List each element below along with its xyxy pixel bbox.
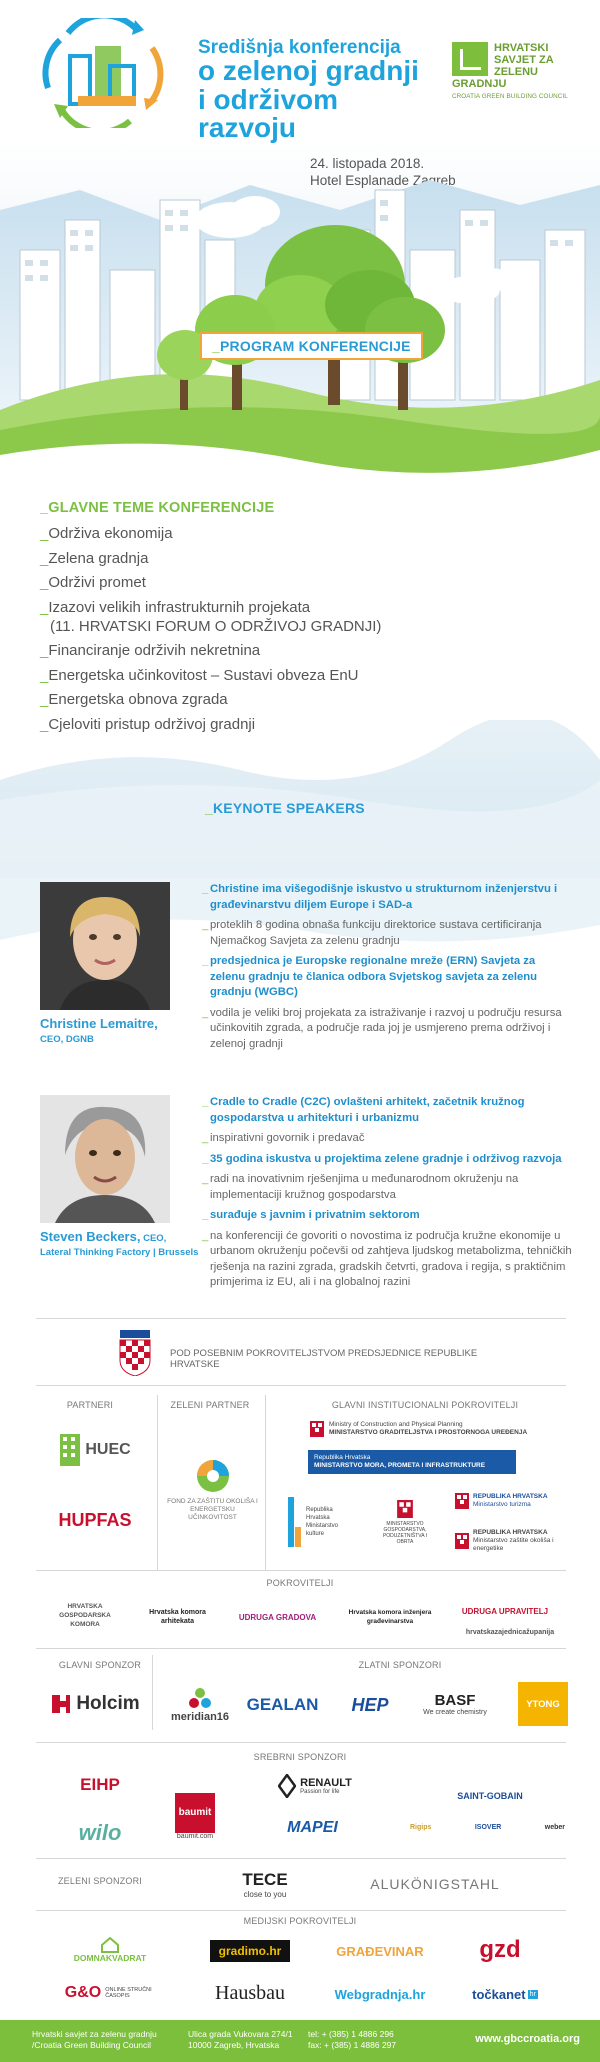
gold-label: ZLATNI SPONZORI: [358, 1660, 442, 1670]
speaker-christine: [40, 882, 570, 1082]
coat-of-arms-icon: [455, 1533, 469, 1549]
ministry2-line1: Republika Hrvatska: [314, 1454, 371, 1461]
theme-item: [40, 639, 580, 664]
vline: [152, 1655, 153, 1730]
ministry3-text: Republika Hrvatska Ministarstvo kulture: [306, 1507, 339, 1537]
ministry5-line2: Ministarstvo turizma: [473, 1501, 531, 1508]
pokrovitelj-text: UDRUGA GRADOVA: [238, 1612, 317, 1622]
ministry-culture-logo: [288, 1492, 368, 1552]
ministry6-line1: REPUBLIKA HRVATSKA: [473, 1529, 548, 1536]
speaker-name-steven: [40, 1229, 166, 1244]
theme-text: Cjeloviti pristup održivoj gradnji: [48, 715, 256, 733]
fzoeu-icon: [195, 1458, 231, 1494]
webgradnja-text: Webgradnja.hr: [334, 1986, 426, 2002]
speaker-name-steven-suffix: CEO,: [140, 1233, 167, 1244]
themes-heading-prefix: _: [40, 500, 49, 516]
go-tagline: ONLINE STRUČNI ČASOPIS: [105, 1987, 152, 1999]
org-name-2: SAVJET ZA: [494, 54, 554, 66]
pokrovitelj-text: Hrvatska komora inženjera građevinarstva: [348, 1609, 432, 1625]
program-label-text: PROGRAM KONFERENCIJE: [220, 338, 411, 354]
rigips-text: Rigips: [410, 1823, 432, 1831]
coat-of-arms-icon: [397, 1500, 413, 1518]
theme-text: Energetska obnova zgrada: [48, 691, 228, 708]
huec-logo: [50, 1425, 140, 1475]
speaker-bullet: _ 35 godina iskustva u projektima zelene gradnje i održivog razvoja: [202, 1152, 572, 1168]
keynote-heading-text: KEYNOTE SPEAKERS: [213, 800, 365, 816]
croatian-coat-of-arms-icon: [115, 1330, 155, 1376]
institutional-label: GLAVNI INSTITUCIONALNI POKROVITELJI: [331, 1400, 519, 1410]
theme-item: [40, 522, 580, 547]
theme-prefix: _: [40, 666, 49, 684]
theme-text: Održivi promet: [48, 574, 146, 591]
partners-label: PARTNERI: [66, 1400, 114, 1410]
speaker-bullet: _ na konferenciji će govoriti o novostima iz područja kružne ekonomije u urbanom okruženju počevši od zahtjeva ljudskog metabolizma, tehničkih rješenja na razini zgrada, gradskih četvrti, gradova i regija, s praktičnim primjerima iz EU, ali i na globalnoj razini: [202, 1229, 572, 1291]
footer-addr-line2: 10000 Zagreb, Hrvatska: [188, 2040, 280, 2050]
speaker-bullet: _ proteklih 8 godina obnaša funkciju direktorice sustava certificiranja Njemačkog Savjeta za zelenu gradnju: [202, 918, 572, 949]
meridian-text: meridian16: [170, 1711, 230, 1723]
speaker-bullet: _ radi na inovativnim rješenjima u međunarodnom okruženju na implementaciji kružnog gospodarstva: [202, 1172, 572, 1203]
ministry2-line2: MINISTARSTVO MORA, PROMETA I INFRASTRUKTURE: [314, 1462, 486, 1469]
keynote-heading-prefix: _: [205, 800, 213, 816]
holcim-icon: [50, 1693, 72, 1715]
theme-item: [40, 664, 580, 689]
event-venue: Hotel Esplanade Zagreb: [310, 173, 456, 188]
ministry-economy-logo: [375, 1492, 435, 1552]
ministry-tourism-logo: [455, 1488, 565, 1514]
theme-item: [40, 547, 580, 572]
baumit-logo: [170, 1786, 220, 1846]
eihp-text: EIHP: [80, 1775, 120, 1794]
footer-org-line2: /Croatia Green Building Council: [32, 2040, 152, 2050]
mapei-text: MAPEI: [287, 1819, 338, 1836]
culture-icon: [288, 1497, 302, 1547]
ytong-logo: [518, 1682, 568, 1726]
org-sub: CROATIA GREEN BUILDING COUNCIL: [452, 93, 568, 100]
ministry4-text: MINISTARSTVO GOSPODARSTVA, PODUZETNIŠTVA I OBRTA: [382, 1520, 428, 1545]
basf-logo: [415, 1686, 495, 1722]
ytong-text: YTONG: [526, 1698, 560, 1710]
program-prefix: _: [212, 338, 220, 354]
keynote-heading: [205, 800, 365, 816]
title-line-2: o zelenoj gradnji: [198, 55, 419, 87]
huec-text: HUEC: [85, 1441, 131, 1458]
media-label: MEDIJSKI POKROVITELJI: [243, 1916, 357, 1926]
vline: [265, 1395, 266, 1570]
divider: [36, 1742, 566, 1743]
theme-prefix: _: [40, 715, 49, 733]
hupfas-logo: [50, 1500, 140, 1540]
speaker-photo-christine: [40, 882, 170, 1010]
speaker-bullets-steven: [202, 1095, 572, 1296]
speaker-bullet: _ vodila je veliki broj projekata za istraživanje i razvoj u području resursa učinkovitih zgrada, a područje rada joj je usmjereno prema održivoj i zelenoj gradnji: [202, 1006, 572, 1053]
meridian-icon: [188, 1687, 212, 1711]
weber-text: weber: [544, 1823, 565, 1831]
mapei-logo: [270, 1815, 355, 1841]
pokrovitelj-logo: [135, 1600, 220, 1634]
wilo-logo: [60, 1818, 140, 1848]
renault-icon: [278, 1774, 296, 1798]
pokrovitelj-text: Hrvatska komora arhitekata: [149, 1609, 206, 1625]
theme-prefix: _: [40, 691, 49, 708]
speaker-bullet: _ surađuje s javnim i privatnim sektorom: [202, 1208, 572, 1224]
renault-logo: [265, 1770, 365, 1802]
patronage-text: POD POSEBNIM POKROVITELJSTVOM PREDSJEDNICE REPUBLIKE HRVATSKE: [170, 1348, 478, 1370]
theme-prefix: _: [40, 525, 49, 542]
alukonigstahl-logo: [360, 1870, 510, 1898]
speaker-role-steven: Lateral Thinking Factory | Brussels: [40, 1247, 199, 1258]
speaker-steven: [40, 1095, 570, 1295]
theme-text: Energetska učinkovitost – Sustavi obveza EnU: [48, 666, 359, 684]
renault-tagline: Passion for life: [300, 1789, 340, 1795]
domnakvadrat-text: DOMNAKVADRAT: [73, 1953, 147, 1963]
gealan-text: GEALAN: [246, 1695, 319, 1714]
speaker-bullet: _ Cradle to Cradle (C2C) ovlašteni arhitekt, začetnik kružnog gospodarstva u arhitekturi i urbanizmu: [202, 1095, 572, 1126]
theme-prefix: _: [40, 549, 49, 567]
divider: [36, 1858, 566, 1859]
pokrovitelj-logo: [235, 1600, 320, 1634]
theme-prefix: _: [40, 574, 49, 591]
footer-org: [32, 2029, 157, 2051]
coat-of-arms-icon: [310, 1421, 324, 1437]
wilo-text: wilo: [78, 1820, 122, 1845]
ministry6-line2: Ministarstvo zaštite okoliša i energetike: [473, 1537, 554, 1552]
tece-text: TECE: [242, 1869, 288, 1889]
saint-gobain-brands: [410, 1815, 565, 1839]
speaker-bullet: _ predsjednica je Europske regionalne mreže (ERN) Savjeta za zelenu gradnju te članica odbora Svjetskog savjeta za zelenu gradnju (WGBC): [202, 954, 572, 1001]
hgbc-mark-icon: [452, 42, 488, 76]
gradimo-logo: [210, 1940, 290, 1962]
hep-text: HEP: [351, 1694, 389, 1715]
footer: [0, 2020, 600, 2062]
ministry1-en: Ministry of Construction and Physical Planning: [329, 1421, 463, 1428]
footer-website-link[interactable]: www.gbccroatia.org: [475, 2033, 580, 2045]
pokrovitelj-text: hrvatskazajednicažupanija: [465, 1628, 555, 1636]
footer-address: [188, 2029, 293, 2051]
tockanet-hr: hr: [529, 1990, 536, 1998]
themes-list: [40, 522, 580, 737]
gradevinar-logo: [330, 1940, 430, 1962]
hupfas-text: HUPFAS: [58, 1509, 132, 1530]
pokrovitelj-text: HRVATSKA GOSPODARSKA KOMORA: [59, 1602, 111, 1628]
conference-title: [198, 38, 428, 143]
isover-text: ISOVER: [474, 1823, 502, 1831]
holcim-logo: [40, 1684, 150, 1724]
huec-icon: [59, 1433, 81, 1467]
event-date: 24. listopada 2018.: [310, 156, 425, 171]
footer-tel: tel: + (385) 1 4886 296: [308, 2029, 394, 2039]
webgradnja-logo: [330, 1982, 430, 2006]
vline: [157, 1395, 158, 1570]
domnakvadrat-logo: [60, 1930, 160, 1970]
gealan-logo: [240, 1690, 325, 1720]
divider: [36, 1910, 566, 1911]
basf-text: BASF: [434, 1692, 476, 1709]
patronage: [115, 1330, 495, 1376]
saint-gobain-logo: [430, 1784, 550, 1808]
tece-tagline: close to you: [243, 1889, 287, 1899]
gradevinar-text: GRAĐEVINAR: [336, 1943, 424, 1959]
theme-item: [40, 571, 580, 596]
footer-org-line1: Hrvatski savjet za zelenu gradnju: [32, 2029, 157, 2039]
theme-prefix: _: [40, 598, 49, 616]
footer-fax: fax: + (385) 1 4886 297: [308, 2040, 397, 2050]
fzoeu-logo: [165, 1450, 260, 1530]
basf-tagline: We create chemistry: [423, 1709, 487, 1716]
saint-gobain-text: SAINT-GOBAIN: [457, 1791, 523, 1801]
green-sponsors-label: ZELENI SPONZORI: [57, 1876, 142, 1886]
theme-text: Zelena gradnja: [48, 549, 149, 567]
pokrovitelj-logo: [460, 1624, 560, 1640]
gzd-logo: [470, 1934, 530, 1966]
ministry-construction-logo: [310, 1418, 530, 1440]
hep-logo: [335, 1690, 405, 1720]
speaker-role-christine: CEO, DGNB: [40, 1034, 94, 1045]
tockanet-logo: [460, 1982, 550, 2006]
baumit-text: baumit: [178, 1807, 212, 1818]
gzd-text: gzd: [479, 1936, 521, 1963]
org-name-1: HRVATSKI: [494, 42, 549, 54]
theme-sub: (11. HRVATSKI FORUM O ODRŽIVOJ GRADNJI): [50, 618, 382, 635]
title-line-3: i održivom razvoju: [198, 83, 339, 144]
speaker-name-steven-text: Steven Beckers,: [40, 1229, 141, 1244]
ministry5-line1: REPUBLIKA HRVATSKA: [473, 1493, 548, 1500]
theme-item: [40, 596, 580, 637]
divider: [36, 1570, 566, 1571]
hgbc-logo: [452, 42, 572, 100]
meridian-logo: [160, 1680, 240, 1730]
ministry-sea-logo: [308, 1450, 516, 1474]
city-illustration-icon: [0, 180, 600, 480]
speaker-bullet: _ inspirativni govornik i predavač: [202, 1131, 572, 1147]
org-name-4: GRADNJU: [452, 78, 507, 90]
pokrovitelj-logo: [335, 1600, 445, 1634]
theme-text: Izazovi velikih infrastrukturnih projekata: [48, 598, 311, 616]
theme-text: Održiva ekonomija: [48, 525, 173, 542]
hero: [0, 0, 600, 470]
main-sponsor-label: GLAVNI SPONZOR: [58, 1660, 142, 1670]
themes-heading: [40, 500, 580, 516]
theme-item: [40, 688, 580, 713]
pokrovitelj-logo: [455, 1594, 555, 1628]
baumit-url: baumit.com: [176, 1832, 214, 1840]
speaker-photo-steven: [40, 1095, 170, 1223]
speaker-bullet: _ Christine ima višegodišnje iskustvo u strukturnom inženjerstvu i građevinarstvu diljem Europe i SAD-a: [202, 882, 572, 913]
go-text: G&O: [64, 1984, 102, 2001]
footer-contact: [308, 2029, 396, 2051]
eihp-logo: [60, 1770, 140, 1800]
divider: [36, 1318, 566, 1319]
green-partner-label: ZELENI PARTNER: [170, 1400, 250, 1410]
alukonigstahl-text: ALUKÖNIGSTAHL: [370, 1876, 500, 1892]
gradimo-text: gradimo.hr: [218, 1944, 282, 1958]
renault-text: RENAULT: [300, 1777, 352, 1789]
pokrovitelj-logo: [50, 1598, 120, 1632]
tockanet-text: točkanet: [472, 1986, 526, 2002]
holcim-text: Holcim: [76, 1693, 140, 1714]
conference-logo-icon: [40, 18, 170, 128]
footer-addr-line1: Ulica grada Vukovara 274/1: [188, 2029, 293, 2039]
speaker-name-christine: Christine Lemaitre,: [40, 1016, 158, 1031]
go-logo: [55, 1978, 165, 2008]
theme-prefix: _: [40, 642, 49, 659]
house-icon: [100, 1937, 120, 1953]
divider: [36, 1385, 566, 1386]
fzoeu-text: FOND ZA ZAŠTITU OKOLIŠA I ENERGETSKU UČINKOVITOST: [167, 1498, 258, 1521]
hausbau-text: Hausbau: [215, 1981, 285, 2004]
themes-section: [40, 500, 580, 737]
pokrovitelji-label: POKROVITELJI: [266, 1578, 334, 1588]
coat-of-arms-icon: [455, 1493, 469, 1509]
hausbau-logo: [205, 1978, 295, 2008]
silver-label: SREBRNI SPONZORI: [253, 1752, 347, 1762]
ministry1-hr: MINISTARSTVO GRADITELJSTVA I PROSTORNOGA UREĐENJA: [329, 1429, 528, 1436]
divider: [36, 1648, 566, 1649]
org-name-3: ZELENU: [494, 66, 538, 78]
theme-text: Financiranje održivih nekretnina: [48, 642, 261, 659]
themes-heading-text: GLAVNE TEME KONFERENCIJE: [48, 500, 275, 516]
speaker-bullets-christine: [202, 882, 572, 1057]
pokrovitelj-text: UDRUGA UPRAVITELJ: [461, 1606, 549, 1616]
ministry-environment-logo: [455, 1526, 565, 1556]
program-label: [200, 332, 423, 360]
tece-logo: [225, 1866, 305, 1902]
title-line-1: Središnja konferencija: [198, 37, 401, 58]
